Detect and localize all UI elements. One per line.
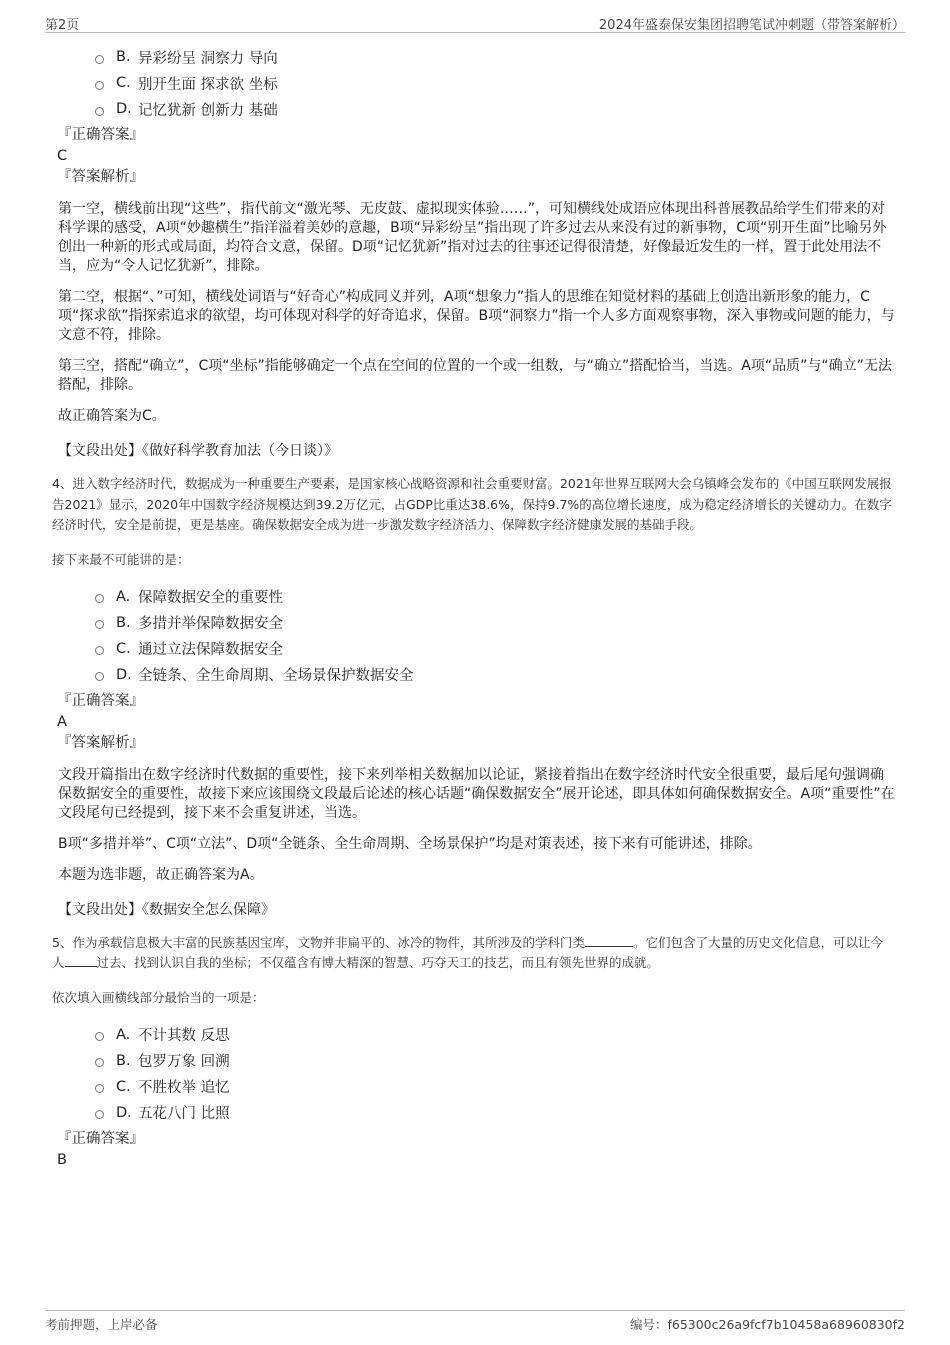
- q4-conclusion: 本题为选非题，故正确答案为A。: [58, 866, 264, 883]
- q4-prompt: 接下来最不可能讲的是：: [52, 551, 190, 567]
- radio-icon[interactable]: [95, 620, 104, 629]
- radio-icon[interactable]: [95, 594, 104, 603]
- page-footer: [45, 1310, 905, 1333]
- q5-option-d[interactable]: D. 五花八门 比照: [55, 1100, 895, 1126]
- page-header: [45, 12, 905, 33]
- radio-icon[interactable]: [95, 81, 104, 90]
- q4-option-a[interactable]: A. 保障数据安全的重要性: [55, 584, 895, 610]
- document-body: [52, 44, 895, 1171]
- fill-blank-2: [65, 954, 97, 967]
- footer-slogan: 考前押题，上岸必备: [45, 1317, 158, 1332]
- q3-analysis-para-2: 第二空，根据“、”可知，横线处词语与“好奇心”构成同义并列，A项“想象力”指人的思维在知觉材料的基础上创造出新形象的能力，C项“探求欲”指探索追求的欲望，均可体现对科学的好奇追求，保留。B项“洞察力”指一个人多方面观察事物，深入事物或问题的能力，与文意不符，排除。: [58, 289, 895, 343]
- q4-analysis-label: 『答案解析』: [57, 734, 144, 751]
- q4-option-d[interactable]: D. 全链条、全生命周期、全场景保护数据安全: [55, 662, 895, 688]
- radio-icon[interactable]: [95, 55, 104, 64]
- q4-analysis-para-2: B项“多措并举”、C项“立法”、D项“全链条、全生命周期、全场景保护”均是对策表述，接下来有可能讲述，排除。: [58, 835, 762, 852]
- q3-source: 【文段出处】《做好科学教育加法（今日谈）》: [58, 443, 338, 459]
- q5-prompt: 依次填入画横线部分最恰当的一项是：: [52, 989, 265, 1005]
- q5-answer-label: 『正确答案』: [57, 1130, 144, 1147]
- fill-blank-1: [585, 934, 633, 947]
- q3-analysis-para-3: 第三空，搭配“确立”，C项“坐标”指能够确定一个点在空间的位置的一个或一组数，与“确立”搭配恰当，当选。A项“品质”与“确立”无法搭配，排除。: [58, 358, 892, 393]
- q4-answer: A: [57, 713, 67, 730]
- q3-option-c[interactable]: C. 别开生面 探求欲 坐标: [55, 70, 895, 96]
- document-id: 编号：f65300c26a9fcf7b10458a68960830f2: [629, 1317, 905, 1332]
- page-number: 第2页: [45, 18, 80, 33]
- q5-option-a[interactable]: A. 不计其数 反思: [55, 1022, 895, 1048]
- radio-icon[interactable]: [95, 646, 104, 655]
- q3-option-d[interactable]: D. 记忆犹新 创新力 基础: [55, 96, 895, 122]
- q5-answer: B: [57, 1151, 67, 1168]
- q4-option-b[interactable]: B. 多措并举保障数据安全: [55, 610, 895, 636]
- q4-option-c[interactable]: C. 通过立法保障数据安全: [55, 636, 895, 662]
- q3-analysis-para-1: 第一空，横线前出现“这些”，指代前文“激光琴、无皮鼓、虚拟现实体验……”，可知横线处成语应体现出科普展教品给学生们带来的对科学课的感受，A项“妙趣横生”指洋溢着美妙的意趣，B项“异彩纷呈”指出现了许多过去从来没有过的新事物，C项“别开生面”比喻另外创出一种新的形式或局面，均符合文意，保留。D项“记忆犹新”指对过去的往事还记得很清楚，好像最近发生的一样，置于此处用法不当，应为“令人记忆犹新”，排除。: [58, 201, 887, 274]
- q4-source: 【文段出处】《数据安全怎么保障》: [58, 901, 275, 918]
- q3-conclusion: 故正确答案为C。: [58, 408, 166, 424]
- radio-icon[interactable]: [95, 107, 104, 116]
- q3-answer-label: 『正确答案』: [57, 127, 144, 143]
- q3-option-b[interactable]: B. 异彩纷呈 洞察力 导向: [55, 44, 895, 70]
- q3-answer: C: [57, 148, 68, 164]
- q3-options: [55, 44, 895, 122]
- q4-answer-label: 『正确答案』: [57, 692, 144, 709]
- radio-icon[interactable]: [95, 1084, 104, 1093]
- radio-icon[interactable]: [95, 1032, 104, 1041]
- q3-analysis-label: 『答案解析』: [57, 169, 144, 185]
- q4-analysis-para-1: 文段开篇指出在数字经济时代数据的重要性，接下来列举相关数据加以论证，紧接着指出在数字经济时代安全很重要，最后尾句强调确保数据安全的重要性，故接下来应该围绕文段最后论述的核心话题“确保数据安全”展开论述，即具体如何确保数据安全。A项“重要性”在文段尾句已经提到，接下来不会重复讲述，当选。: [58, 766, 895, 821]
- q4-options: [55, 584, 895, 688]
- q5-option-c[interactable]: C. 不胜枚举 追忆: [55, 1074, 895, 1100]
- q5-option-b[interactable]: B. 包罗万象 回溯: [55, 1048, 895, 1074]
- document-title: 2024年盛泰保安集团招聘笔试冲刺题（带答案解析）: [598, 18, 905, 33]
- radio-icon[interactable]: [95, 1110, 104, 1119]
- q5-question: 5、作为承载信息极大丰富的民族基因宝库，文物并非扁平的、冰冷的物件，其所涉及的学科门类 。它们包含了大量的历史文化信息，可以让今人 过去、找到认识自我的坐标；不仅蕴含有博大精深的智慧、巧夺天工的技艺，而且有领先世界的成就。: [52, 934, 883, 970]
- radio-icon[interactable]: [95, 672, 104, 681]
- radio-icon[interactable]: [95, 1058, 104, 1067]
- q4-question: 4、进入数字经济时代，数据成为一种重要生产要素，是国家核心战略资源和社会重要财富。2021年世界互联网大会乌镇峰会发布的《中国互联网发展报告2021》显示，2020年中国数字经济规模达到39.2万亿元，占GDP比重达38.6%，保持9.7%的高位增长速度，成为稳定经济增长的关键动力。在数字经济时代，安全是前提，更是基座。确保数据安全成为进一步激发数字经济活力、保障数字经济健康发展的基础手段。: [52, 476, 892, 532]
- q5-options: [55, 1022, 895, 1126]
